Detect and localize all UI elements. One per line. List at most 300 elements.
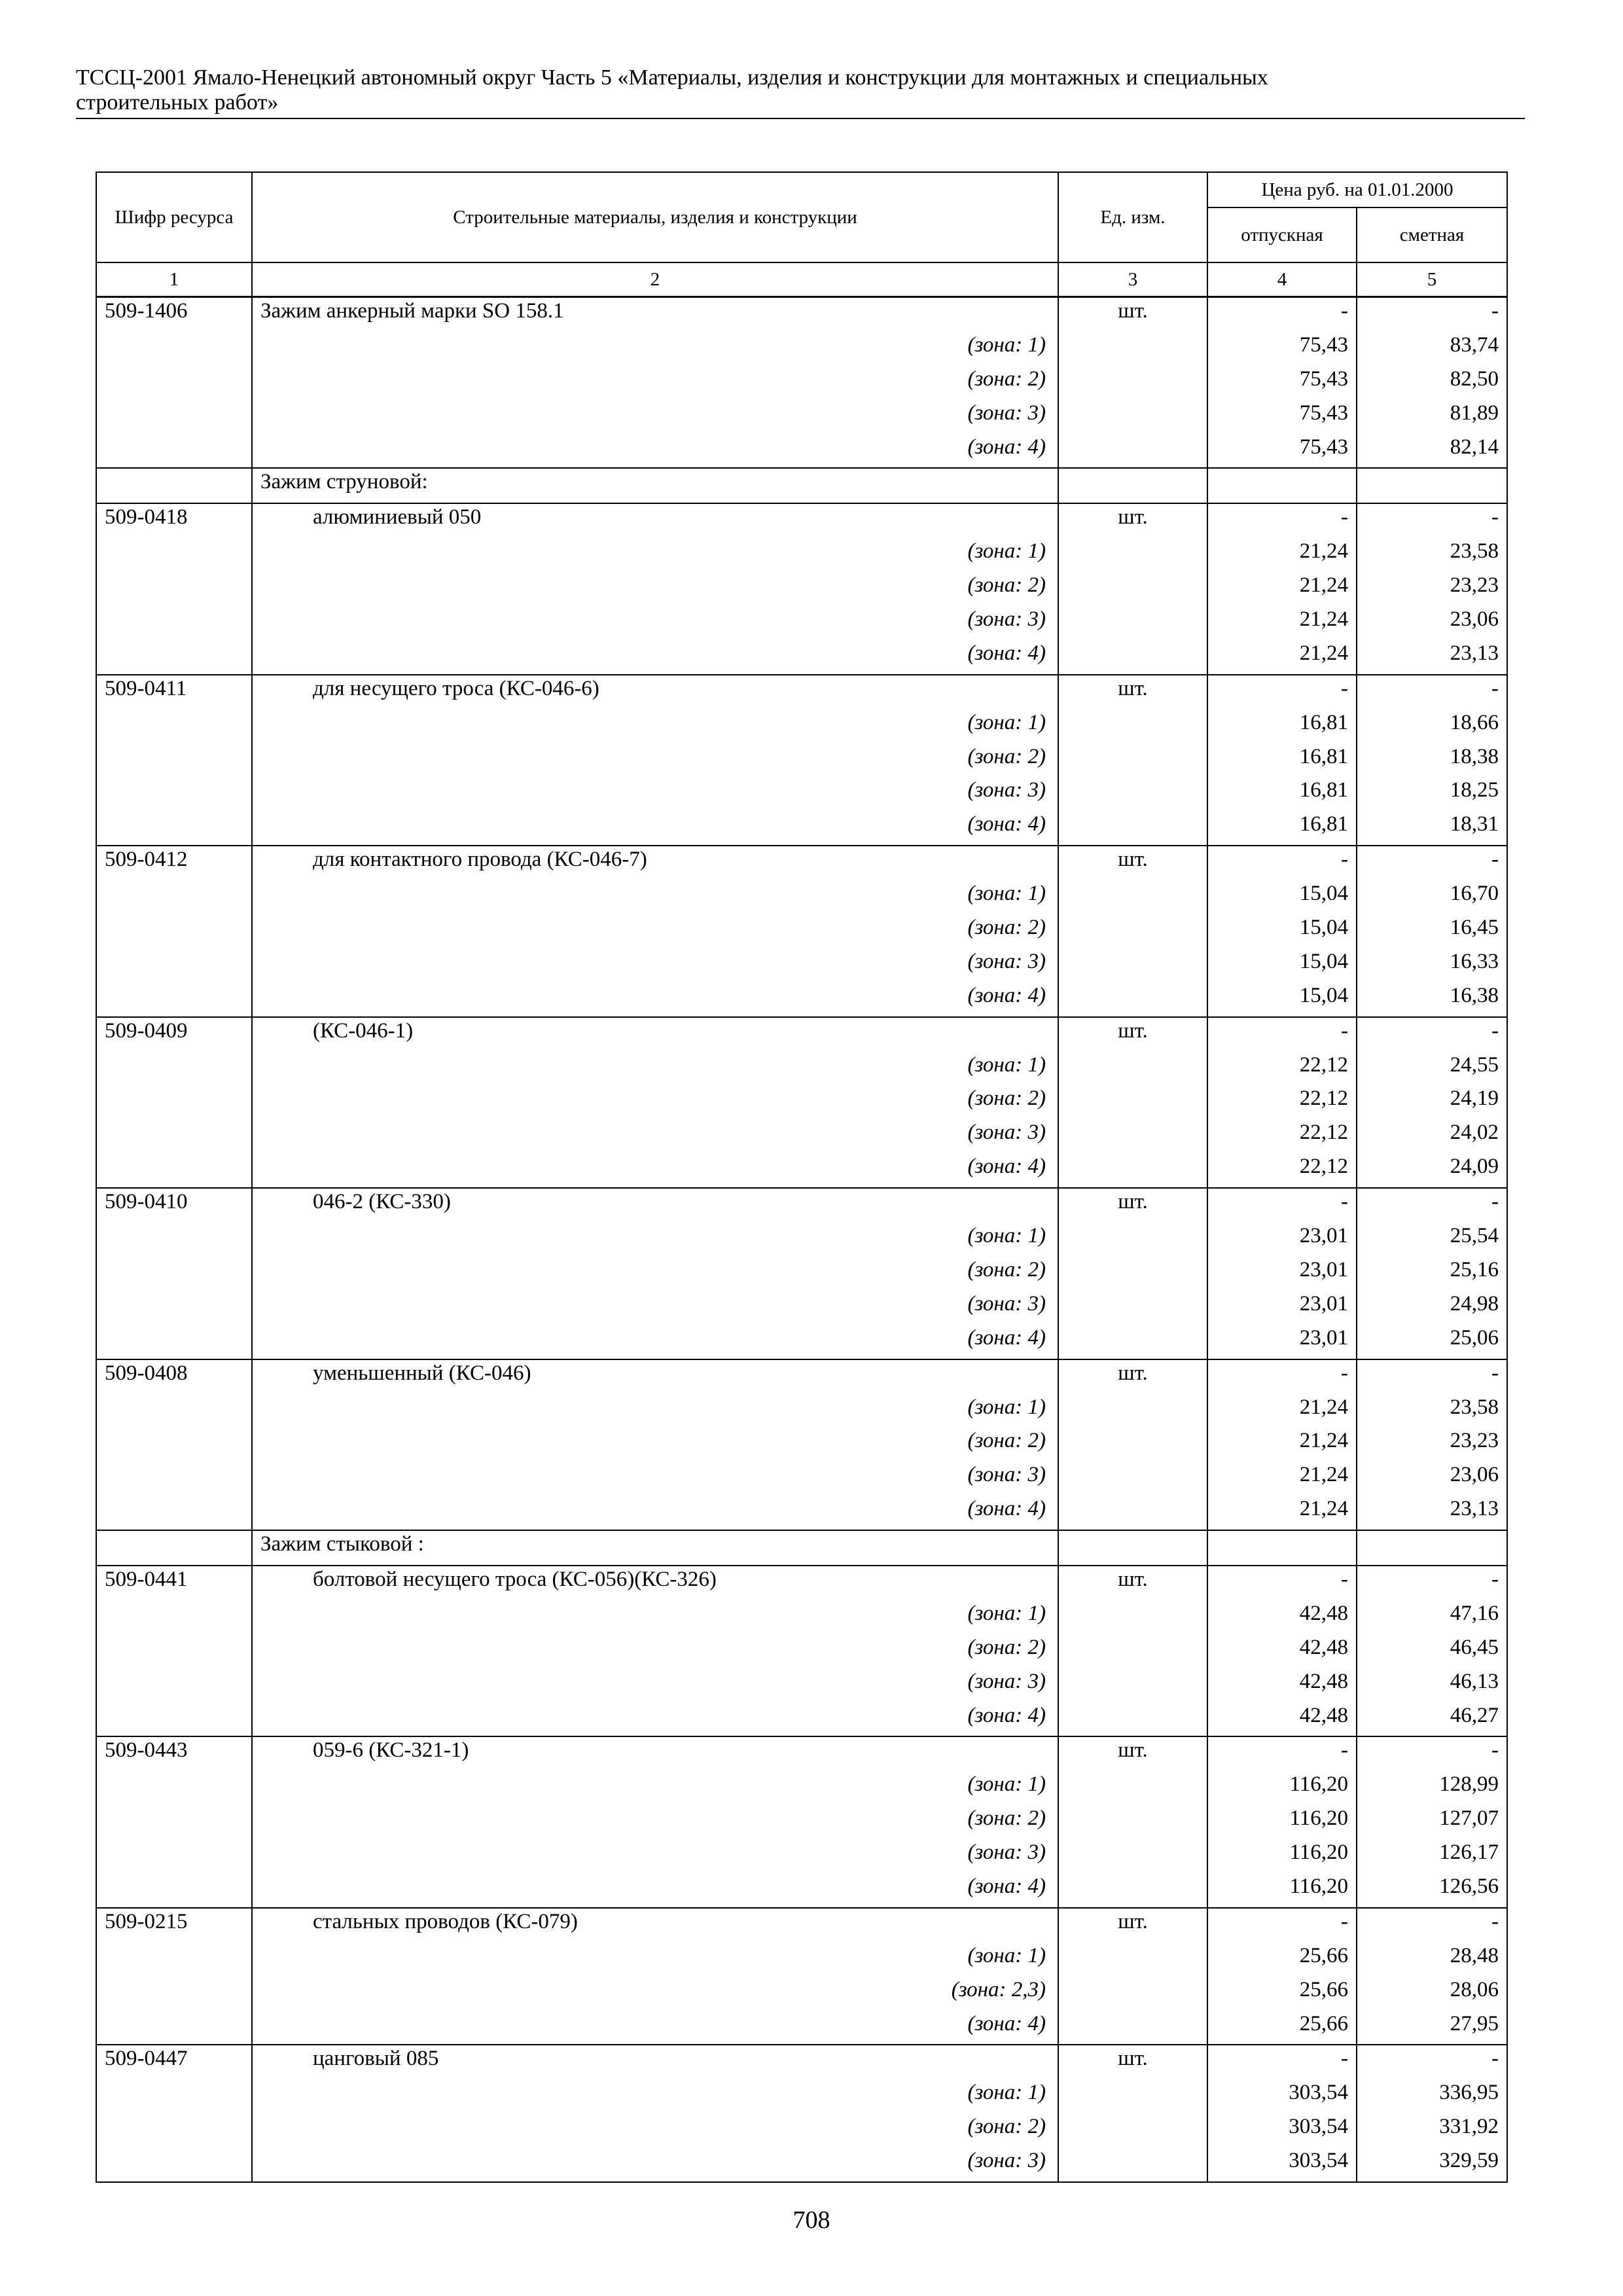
resource-code: 509-0447 [96, 2045, 252, 2079]
release-price: - [1207, 503, 1357, 538]
zone-estimate-price: 23,23 [1357, 572, 1507, 606]
zone-label: (зона: 2) [252, 572, 1058, 606]
empty-cell [1058, 1496, 1207, 1530]
zone-label: (зона: 2) [252, 1805, 1058, 1839]
zone-release-price: 15,04 [1207, 982, 1357, 1017]
zone-release-price: 303,54 [1207, 2147, 1357, 2182]
group-header-row [96, 468, 1507, 503]
zone-release-price: 15,04 [1207, 914, 1357, 948]
zone-row [96, 777, 1507, 811]
item-unit: шт. [1058, 1359, 1207, 1394]
col-code-header: Шифр ресурса [96, 172, 252, 262]
zone-estimate-price: 28,06 [1357, 1977, 1507, 2011]
zone-row [96, 1977, 1507, 2011]
empty-cell [1058, 1943, 1207, 1977]
group-title: Зажим струновой: [252, 468, 1058, 503]
empty-cell [96, 538, 252, 572]
zone-label: (зона: 1) [252, 1771, 1058, 1805]
zone-estimate-price: 23,06 [1357, 1462, 1507, 1496]
zone-row [96, 366, 1507, 400]
empty-cell [96, 1634, 252, 1668]
item-unit: шт. [1058, 503, 1207, 538]
item-name: уменьшенный (КС-046) [252, 1359, 1058, 1394]
zone-label: (зона: 1) [252, 880, 1058, 914]
zone-release-price: 23,01 [1207, 1291, 1357, 1325]
empty-cell [1058, 709, 1207, 744]
zone-estimate-price: 28,48 [1357, 1943, 1507, 1977]
empty-cell [96, 811, 252, 846]
col-number-4: 4 [1207, 262, 1357, 297]
empty-cell [1058, 606, 1207, 640]
empty-cell [1058, 1085, 1207, 1119]
resource-code: 509-0409 [96, 1017, 252, 1052]
zone-release-price: 16,81 [1207, 709, 1357, 744]
zone-row [96, 1943, 1507, 1977]
table-row [96, 503, 1507, 538]
resource-code: 509-0408 [96, 1359, 252, 1394]
estimate-price: - [1357, 297, 1507, 332]
zone-row [96, 1702, 1507, 1737]
empty-cell [1058, 1462, 1207, 1496]
empty-cell [96, 1839, 252, 1873]
empty-cell [1058, 1325, 1207, 1359]
zone-row [96, 1325, 1507, 1359]
resource-code: 509-0412 [96, 846, 252, 880]
zone-estimate-price: 82,50 [1357, 366, 1507, 400]
resource-code: 509-1406 [96, 297, 252, 332]
zone-release-price: 21,24 [1207, 1462, 1357, 1496]
empty-cell [96, 2147, 252, 2182]
zone-label: (зона: 3) [252, 2147, 1058, 2182]
zone-row [96, 709, 1507, 744]
zone-estimate-price: 336,95 [1357, 2079, 1507, 2113]
zone-estimate-price: 329,59 [1357, 2147, 1507, 2182]
col-number-3: 3 [1058, 262, 1207, 297]
zone-label: (зона: 4) [252, 1702, 1058, 1737]
empty-cell [1058, 2011, 1207, 2045]
table-row [96, 1188, 1507, 1223]
item-unit: шт. [1058, 675, 1207, 709]
zone-release-price: 42,48 [1207, 1668, 1357, 1702]
empty-cell [1058, 948, 1207, 982]
empty-cell [1058, 332, 1207, 366]
zone-estimate-price: 23,58 [1357, 538, 1507, 572]
empty-cell [1058, 2147, 1207, 2182]
table-row [96, 846, 1507, 880]
empty-cell [1058, 744, 1207, 778]
col-number-2: 2 [252, 262, 1058, 297]
item-unit: шт. [1058, 297, 1207, 332]
estimate-price: - [1357, 846, 1507, 880]
item-unit: шт. [1058, 846, 1207, 880]
item-name: стальных проводов (КС-079) [252, 1908, 1058, 1943]
empty-cell [1058, 811, 1207, 846]
zone-label: (зона: 3) [252, 1462, 1058, 1496]
zone-row [96, 880, 1507, 914]
zone-estimate-price: 126,56 [1357, 1873, 1507, 1908]
empty-cell [96, 1223, 252, 1257]
zone-release-price: 21,24 [1207, 1427, 1357, 1462]
zone-release-price: 25,66 [1207, 1943, 1357, 1977]
empty-cell [1058, 1119, 1207, 1153]
zone-estimate-price: 24,19 [1357, 1085, 1507, 1119]
empty-cell [96, 1805, 252, 1839]
zone-release-price: 303,54 [1207, 2113, 1357, 2147]
zone-release-price: 22,12 [1207, 1052, 1357, 1086]
zone-label: (зона: 3) [252, 1119, 1058, 1153]
zone-label: (зона: 4) [252, 2011, 1058, 2045]
zone-release-price: 116,20 [1207, 1873, 1357, 1908]
empty-cell [96, 606, 252, 640]
item-name: для контактного провода (КС-046-7) [252, 846, 1058, 880]
zone-row [96, 744, 1507, 778]
header-line-2: строительных работ» [76, 90, 279, 115]
release-price: - [1207, 1566, 1357, 1600]
estimate-price: - [1357, 675, 1507, 709]
zone-estimate-price: 82,14 [1357, 434, 1507, 469]
zone-row [96, 572, 1507, 606]
empty-cell [1058, 572, 1207, 606]
zone-row [96, 1119, 1507, 1153]
zone-label: (зона: 3) [252, 606, 1058, 640]
zone-label: (зона: 2) [252, 1427, 1058, 1462]
zone-release-price: 23,01 [1207, 1257, 1357, 1291]
zone-release-price: 15,04 [1207, 948, 1357, 982]
empty-cell [96, 2079, 252, 2113]
zone-estimate-price: 25,06 [1357, 1325, 1507, 1359]
item-unit: шт. [1058, 1908, 1207, 1943]
zone-row [96, 1462, 1507, 1496]
zone-release-price: 21,24 [1207, 538, 1357, 572]
col-name-header: Строительные материалы, изделия и конструкции [252, 172, 1058, 262]
item-unit: шт. [1058, 1736, 1207, 1771]
empty-cell [1058, 640, 1207, 675]
table-body [96, 297, 1507, 2182]
empty-cell [96, 1291, 252, 1325]
empty-cell [1058, 2113, 1207, 2147]
zone-row [96, 332, 1507, 366]
zone-release-price: 75,43 [1207, 332, 1357, 366]
zone-estimate-price: 83,74 [1357, 332, 1507, 366]
zone-estimate-price: 23,58 [1357, 1394, 1507, 1428]
item-unit: шт. [1058, 1188, 1207, 1223]
empty-cell [96, 640, 252, 675]
empty-cell [96, 572, 252, 606]
empty-cell [1058, 777, 1207, 811]
zone-label: (зона: 2) [252, 366, 1058, 400]
item-name: болтовой несущего троса (КС-056)(КС-326) [252, 1566, 1058, 1600]
zone-estimate-price: 128,99 [1357, 1771, 1507, 1805]
empty-cell [96, 1153, 252, 1188]
item-unit: шт. [1058, 1566, 1207, 1600]
zone-release-price: 16,81 [1207, 811, 1357, 846]
empty-cell [1058, 1291, 1207, 1325]
zone-row [96, 606, 1507, 640]
zone-release-price: 21,24 [1207, 606, 1357, 640]
empty-cell [1058, 1771, 1207, 1805]
zone-release-price: 25,66 [1207, 1977, 1357, 2011]
item-name: алюминиевый 050 [252, 503, 1058, 538]
resource-code: 509-0443 [96, 1736, 252, 1771]
table-row [96, 2045, 1507, 2079]
zone-row [96, 982, 1507, 1017]
estimate-price: - [1357, 1359, 1507, 1394]
estimate-price: - [1357, 1736, 1507, 1771]
zone-row [96, 1257, 1507, 1291]
empty-cell [96, 2113, 252, 2147]
zone-estimate-price: 18,25 [1357, 777, 1507, 811]
zone-row [96, 2011, 1507, 2045]
empty-cell [96, 332, 252, 366]
empty-cell [96, 1943, 252, 1977]
zone-label: (зона: 2,3) [252, 1977, 1058, 2011]
empty-cell [96, 1702, 252, 1737]
zone-estimate-price: 331,92 [1357, 2113, 1507, 2147]
item-name: 059-6 (КС-321-1) [252, 1736, 1058, 1771]
col-price-header: Цена руб. на 01.01.2000 [1207, 172, 1507, 207]
zone-row [96, 434, 1507, 469]
zone-label: (зона: 3) [252, 1291, 1058, 1325]
zone-estimate-price: 23,06 [1357, 606, 1507, 640]
zone-label: (зона: 1) [252, 332, 1058, 366]
zone-estimate-price: 16,38 [1357, 982, 1507, 1017]
zone-release-price: 22,12 [1207, 1119, 1357, 1153]
empty-cell [1058, 1052, 1207, 1086]
release-price: - [1207, 1359, 1357, 1394]
empty-cell [96, 2011, 252, 2045]
zone-release-price: 75,43 [1207, 366, 1357, 400]
zone-label: (зона: 2) [252, 1257, 1058, 1291]
empty-cell [96, 366, 252, 400]
empty-cell [96, 400, 252, 434]
zone-row [96, 1291, 1507, 1325]
empty-cell [96, 982, 252, 1017]
empty-cell [1058, 1223, 1207, 1257]
zone-estimate-price: 18,38 [1357, 744, 1507, 778]
table-row [96, 1736, 1507, 1771]
zone-release-price: 21,24 [1207, 572, 1357, 606]
item-name: (КС-046-1) [252, 1017, 1058, 1052]
zone-label: (зона: 4) [252, 982, 1058, 1017]
group-title: Зажим стыковой : [252, 1530, 1058, 1566]
zone-release-price: 21,24 [1207, 1496, 1357, 1530]
col-number-1: 1 [96, 262, 252, 297]
zone-estimate-price: 46,13 [1357, 1668, 1507, 1702]
zone-release-price: 75,43 [1207, 434, 1357, 469]
zone-label: (зона: 1) [252, 1052, 1058, 1086]
zone-release-price: 75,43 [1207, 400, 1357, 434]
zone-estimate-price: 46,27 [1357, 1702, 1507, 1737]
zone-row [96, 2147, 1507, 2182]
empty-cell [96, 434, 252, 469]
zone-row [96, 2079, 1507, 2113]
empty-cell [1058, 1805, 1207, 1839]
empty-cell [1058, 1873, 1207, 1908]
zone-row [96, 1153, 1507, 1188]
empty-cell [96, 1325, 252, 1359]
zone-row [96, 640, 1507, 675]
empty-cell [1058, 982, 1207, 1017]
estimate-price: - [1357, 1908, 1507, 1943]
resource-code: 509-0215 [96, 1908, 252, 1943]
zone-estimate-price: 24,09 [1357, 1153, 1507, 1188]
zone-release-price: 16,81 [1207, 777, 1357, 811]
release-price: - [1207, 2045, 1357, 2079]
zone-release-price: 22,12 [1207, 1153, 1357, 1188]
header-line-1: ТССЦ-2001 Ямало-Ненецкий автономный округ Часть 5 «Материалы, изделия и конструкции для монтажных и специальных [76, 65, 1268, 90]
empty-cell [96, 914, 252, 948]
zone-label: (зона: 3) [252, 948, 1058, 982]
zone-label: (зона: 1) [252, 709, 1058, 744]
zone-row [96, 1600, 1507, 1634]
zone-label: (зона: 1) [252, 1943, 1058, 1977]
page-number: 708 [793, 2206, 830, 2234]
zone-release-price: 21,24 [1207, 1394, 1357, 1428]
estimate-price: - [1357, 503, 1507, 538]
empty-cell [96, 880, 252, 914]
zone-release-price: 303,54 [1207, 2079, 1357, 2113]
zone-estimate-price: 16,70 [1357, 880, 1507, 914]
estimate-price: - [1357, 1188, 1507, 1223]
empty-cell [1058, 1600, 1207, 1634]
empty-cell [1058, 1257, 1207, 1291]
zone-row [96, 811, 1507, 846]
zone-row [96, 538, 1507, 572]
zone-row [96, 1085, 1507, 1119]
empty-cell [1058, 1153, 1207, 1188]
empty-cell [1058, 1427, 1207, 1462]
zone-label: (зона: 1) [252, 538, 1058, 572]
release-price: - [1207, 1017, 1357, 1052]
empty-cell [1058, 1530, 1207, 1566]
resource-code: 509-0410 [96, 1188, 252, 1223]
release-price: - [1207, 1908, 1357, 1943]
item-unit: шт. [1058, 2045, 1207, 2079]
empty-cell [96, 777, 252, 811]
zone-label: (зона: 3) [252, 1839, 1058, 1873]
empty-cell [96, 1771, 252, 1805]
group-code-cell [96, 1530, 252, 1566]
zone-label: (зона: 4) [252, 1153, 1058, 1188]
zone-label: (зона: 1) [252, 2079, 1058, 2113]
zone-label: (зона: 2) [252, 1085, 1058, 1119]
zone-label: (зона: 2) [252, 914, 1058, 948]
empty-cell [96, 1427, 252, 1462]
zone-label: (зона: 4) [252, 434, 1058, 469]
zone-estimate-price: 24,98 [1357, 1291, 1507, 1325]
empty-cell [1207, 1530, 1357, 1566]
group-header-row [96, 1530, 1507, 1566]
empty-cell [1058, 1634, 1207, 1668]
resource-code: 509-0441 [96, 1566, 252, 1600]
zone-estimate-price: 24,55 [1357, 1052, 1507, 1086]
empty-cell [1058, 1702, 1207, 1737]
zone-release-price: 42,48 [1207, 1634, 1357, 1668]
empty-cell [1058, 366, 1207, 400]
resource-code: 509-0411 [96, 675, 252, 709]
empty-cell [96, 1873, 252, 1908]
col-number-5: 5 [1357, 262, 1507, 297]
release-price: - [1207, 297, 1357, 332]
page-header [76, 65, 1525, 119]
zone-label: (зона: 2) [252, 1634, 1058, 1668]
zone-label: (зона: 1) [252, 1223, 1058, 1257]
zone-row [96, 2113, 1507, 2147]
table-row [96, 297, 1507, 332]
price-table [96, 171, 1508, 2183]
zone-label: (зона: 4) [252, 811, 1058, 846]
zone-estimate-price: 46,45 [1357, 1634, 1507, 1668]
empty-cell [96, 1668, 252, 1702]
empty-cell [1058, 1394, 1207, 1428]
release-price: - [1207, 675, 1357, 709]
zone-label: (зона: 1) [252, 1600, 1058, 1634]
col-estimate-header: сметная [1357, 207, 1507, 262]
zone-row [96, 1427, 1507, 1462]
zone-release-price: 116,20 [1207, 1771, 1357, 1805]
zone-row [96, 1634, 1507, 1668]
empty-cell [96, 1977, 252, 2011]
zone-estimate-price: 18,31 [1357, 811, 1507, 846]
zone-release-price: 25,66 [1207, 2011, 1357, 2045]
table-row [96, 1359, 1507, 1394]
empty-cell [1058, 434, 1207, 469]
empty-cell [1058, 538, 1207, 572]
item-name: цанговый 085 [252, 2045, 1058, 2079]
empty-cell [96, 1119, 252, 1153]
zone-estimate-price: 23,13 [1357, 1496, 1507, 1530]
zone-estimate-price: 81,89 [1357, 400, 1507, 434]
zone-estimate-price: 126,17 [1357, 1839, 1507, 1873]
empty-cell [1058, 1668, 1207, 1702]
item-unit: шт. [1058, 1017, 1207, 1052]
table-header [96, 172, 1507, 297]
zone-row [96, 1873, 1507, 1908]
zone-row [96, 1052, 1507, 1086]
zone-row [96, 1668, 1507, 1702]
zone-estimate-price: 16,33 [1357, 948, 1507, 982]
zone-estimate-price: 127,07 [1357, 1805, 1507, 1839]
zone-estimate-price: 25,16 [1357, 1257, 1507, 1291]
zone-label: (зона: 3) [252, 1668, 1058, 1702]
empty-cell [96, 1085, 252, 1119]
zone-label: (зона: 4) [252, 640, 1058, 675]
table-row [96, 1908, 1507, 1943]
empty-cell [1058, 880, 1207, 914]
table-row [96, 1017, 1507, 1052]
zone-release-price: 21,24 [1207, 640, 1357, 675]
zone-row [96, 1496, 1507, 1530]
zone-release-price: 42,48 [1207, 1702, 1357, 1737]
zone-row [96, 1771, 1507, 1805]
empty-cell [96, 1462, 252, 1496]
zone-release-price: 15,04 [1207, 880, 1357, 914]
zone-estimate-price: 18,66 [1357, 709, 1507, 744]
empty-cell [96, 709, 252, 744]
zone-estimate-price: 23,23 [1357, 1427, 1507, 1462]
zone-release-price: 116,20 [1207, 1805, 1357, 1839]
zone-label: (зона: 1) [252, 1394, 1058, 1428]
zone-label: (зона: 2) [252, 744, 1058, 778]
zone-label: (зона: 4) [252, 1873, 1058, 1908]
group-code-cell [96, 468, 252, 503]
empty-cell [1058, 1839, 1207, 1873]
zone-label: (зона: 4) [252, 1496, 1058, 1530]
zone-label: (зона: 4) [252, 1325, 1058, 1359]
estimate-price: - [1357, 1566, 1507, 1600]
item-name: Зажим анкерный марки SO 158.1 [252, 297, 1058, 332]
zone-estimate-price: 27,95 [1357, 2011, 1507, 2045]
